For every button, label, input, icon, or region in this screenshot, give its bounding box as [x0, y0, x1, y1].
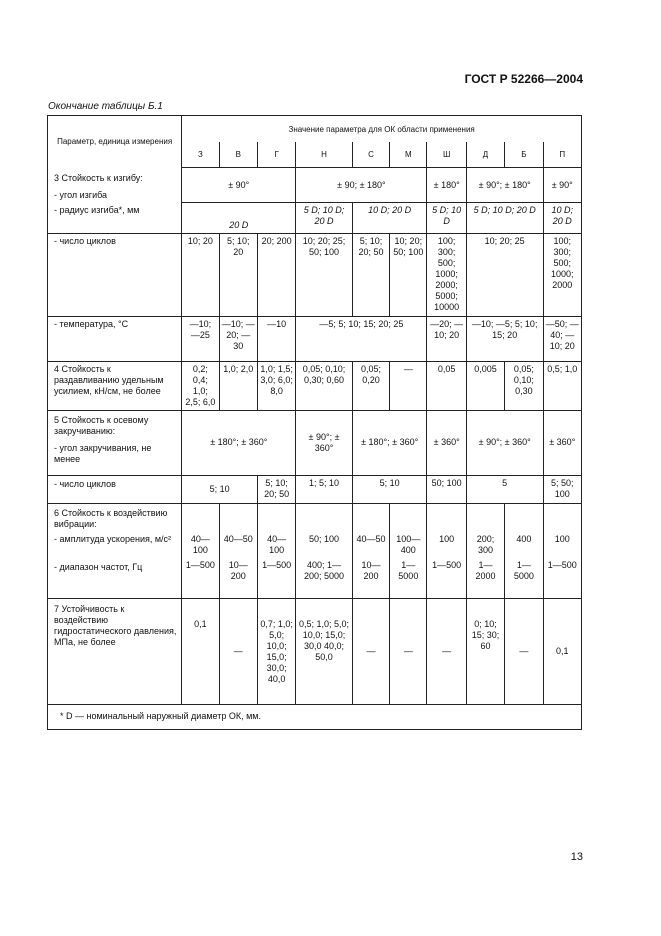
s3-angle-label: - угол изгиба: [48, 186, 182, 203]
s6-acc-z: 40—100: [182, 532, 219, 558]
s5-cycles-n: 1; 5; 10: [296, 475, 353, 503]
s4-row: [48, 361, 582, 410]
col-header: В: [219, 142, 257, 168]
s7-d: 0; 10; 15; 30; 60: [466, 598, 504, 704]
s5-angle-p: ± 360°: [543, 410, 581, 475]
s6-freq-n: 400; 1—200; 5000: [296, 558, 353, 599]
s6-freq-sh: 1—500: [427, 558, 466, 599]
s5-angle-zvg: ± 180°; ± 360°: [182, 410, 296, 475]
s3-temp-row: [48, 316, 582, 361]
s3-temp-p: —50; —40; —10; 20: [543, 316, 581, 361]
s5-angle-n: ± 90°; ± 360°: [296, 410, 353, 475]
s6-freq-p: 1—500: [543, 558, 581, 599]
s6-acc-row: [48, 532, 582, 558]
s5-cycles-zv: 5; 10: [182, 475, 258, 503]
s6-title: 6 Стойкость к воздействию вибрации:: [48, 503, 182, 532]
s6-acc-p: 100: [543, 532, 581, 558]
s4-title: 4 Стойкость к раздавливанию удельным усилием, кН/см, не более: [48, 361, 182, 410]
s6-freq-z: 1—500: [182, 558, 219, 599]
s6-acc-label: - амплитуда ускорения, м/с²: [48, 532, 182, 558]
s3-temp-db: —10; —5; 5; 10; 15; 20: [466, 316, 543, 361]
s3-radius-sh: 5 D; 10 D: [427, 203, 466, 234]
footnote: * D — номинальный наружный диаметр ОК, мм.: [48, 704, 582, 729]
col-header: Ш: [427, 142, 466, 168]
col-header: П: [543, 142, 581, 168]
s4-b: 0,05; 0,10; 0,30: [505, 361, 543, 410]
s3-angle-nsm: ± 90; ± 180°: [296, 168, 427, 203]
s3-angle-db: ± 90°; ± 180°: [466, 168, 543, 203]
s5-angle-db: ± 90°; ± 360°: [466, 410, 543, 475]
s6-freq-d: 1—2000: [466, 558, 504, 599]
s3-radius-sm: 10 D; 20 D: [352, 203, 427, 234]
s7-v: —: [219, 598, 257, 704]
s6-acc-m: 100—400: [390, 532, 427, 558]
document-code: ГОСТ Р 52266—2004: [464, 72, 583, 86]
s3-radius-db: 5 D; 10 D; 20 D: [466, 203, 543, 234]
s3-temp-g: —10: [257, 316, 295, 361]
s3-angle-zvg: ± 90°: [182, 168, 296, 203]
s5-angle-label: - угол закручивания, не менее: [48, 439, 182, 476]
col-header: Г: [257, 142, 295, 168]
s6-acc-v: 40—50: [219, 532, 257, 558]
s3-cycles-n: 10; 20; 25; 50; 100: [296, 233, 353, 316]
s5-angle-sm: ± 180°; ± 360°: [352, 410, 427, 475]
col-header: Б: [505, 142, 543, 168]
parameters-table: [47, 115, 582, 730]
s3-radius-row: [48, 203, 582, 234]
s7-z: 0,1: [182, 598, 219, 704]
s6-freq-s: 10—200: [352, 558, 389, 599]
s5-cycles-db: 5: [466, 475, 543, 503]
s3-cycles-s: 5; 10; 20; 50: [352, 233, 389, 316]
s3-cycles-label: - число циклов: [48, 233, 182, 316]
s6-freq-label: - диапазон частот, Гц: [48, 558, 182, 599]
s5-cycles-sh: 50; 100: [427, 475, 466, 503]
param-header: Параметр, единица измерения: [48, 116, 182, 168]
s7-p: 0,1: [543, 598, 581, 704]
s4-z: 0,2; 0,4; 1,0; 2,5; 6,0: [182, 361, 219, 410]
s3-cycles-sh: 100; 300; 500; 1000; 2000; 5000; 10000: [427, 233, 466, 316]
s3-temp-label: - температура, °С: [48, 316, 182, 361]
s6-freq-b: 1—5000: [505, 558, 543, 599]
s7-title: 7 Устойчивость к воздействию гидростатического давления, МПа, не более: [48, 598, 182, 704]
s3-temp-nsm: —5; 5; 10; 15; 20; 25: [296, 316, 427, 361]
s4-g: 1,0; 1,5; 3,0; 6,0; 8,0: [257, 361, 295, 410]
s5-cycles-p: 5; 50; 100: [543, 475, 581, 503]
s6-freq-v: 10—200: [219, 558, 257, 599]
s3-temp-sh: —20; —10; 20: [427, 316, 466, 361]
s7-g: 0,7; 1,0; 5,0; 10,0; 15,0; 30,0; 40,0: [257, 598, 295, 704]
s6-acc-b: 400: [505, 532, 543, 558]
s3-radius-label: - радиус изгиба*, мм: [48, 203, 182, 234]
s7-s: —: [352, 598, 389, 704]
s6-freq-row: [48, 558, 582, 599]
s4-n: 0,05; 0,10; 0,30; 0,60: [296, 361, 353, 410]
s5-cycles-g: 5; 10; 20; 50: [257, 475, 295, 503]
s3-angle-p: ± 90°: [543, 168, 581, 203]
s7-n: 0,5; 1,0; 5,0; 10,0; 15,0; 30,0 40,0; 50,0: [296, 598, 353, 704]
s6-acc-d: 200; 300: [466, 532, 504, 558]
s3-title-row: [48, 168, 582, 186]
s3-radius-zvg: 20 D: [182, 203, 296, 234]
s4-p: 0,5; 1,0: [543, 361, 581, 410]
s5-cycles-sm: 5; 10: [352, 475, 427, 503]
s4-sh: 0,05: [427, 361, 466, 410]
s7-sh: —: [427, 598, 466, 704]
col-header: Д: [466, 142, 504, 168]
col-header: Н: [296, 142, 353, 168]
s5-title-row: [48, 410, 582, 439]
s3-title: 3 Стойкость к изгибу:: [48, 168, 182, 186]
s4-v: 1,0; 2,0: [219, 361, 257, 410]
s3-cycles-p: 100; 300; 500; 1000; 2000: [543, 233, 581, 316]
s3-cycles-db: 10; 20; 25: [466, 233, 543, 316]
page-number: 13: [570, 851, 583, 863]
col-header: М: [390, 142, 427, 168]
s3-radius-p: 10 D; 20 D: [543, 203, 581, 234]
s7-m: —: [390, 598, 427, 704]
s3-radius-n: 5 D; 10 D; 20 D: [296, 203, 353, 234]
s4-d: 0,005: [466, 361, 504, 410]
s5-cycles-row: [48, 475, 582, 503]
s6-acc-sh: 100: [427, 532, 466, 558]
s5-title: 5 Стойкость к осевому закручиванию:: [48, 410, 182, 439]
col-header: С: [352, 142, 389, 168]
s3-cycles-g: 20; 200: [257, 233, 295, 316]
s5-cycles-label: - число циклов: [48, 475, 182, 503]
s4-m: —: [390, 361, 427, 410]
footnote-row: [48, 704, 582, 729]
s3-cycles-z: 10; 20: [182, 233, 219, 316]
col-header: З: [182, 142, 219, 168]
s7-b: —: [505, 598, 543, 704]
table-caption: Окончание таблицы Б.1: [48, 101, 163, 112]
s6-acc-s: 40—50: [352, 532, 389, 558]
s3-angle-sh: ± 180°: [427, 168, 466, 203]
s6-title-row: [48, 503, 582, 532]
s5-angle-sh: ± 360°: [427, 410, 466, 475]
s6-freq-m: 1—5000: [390, 558, 427, 599]
header-row: [48, 116, 582, 143]
s6-acc-g: 40—100: [257, 532, 295, 558]
values-header: Значение параметра для ОК области применения: [182, 116, 582, 143]
s6-freq-g: 1—500: [257, 558, 295, 599]
s4-s: 0,05; 0,20: [352, 361, 389, 410]
s7-row: [48, 598, 582, 704]
s3-cycles-row: [48, 233, 582, 316]
s3-temp-z: —10; —25: [182, 316, 219, 361]
s3-cycles-v: 5; 10; 20: [219, 233, 257, 316]
s3-cycles-m: 10; 20; 50; 100: [390, 233, 427, 316]
s3-temp-v: —10; —20; —30: [219, 316, 257, 361]
s6-acc-n: 50; 100: [296, 532, 353, 558]
